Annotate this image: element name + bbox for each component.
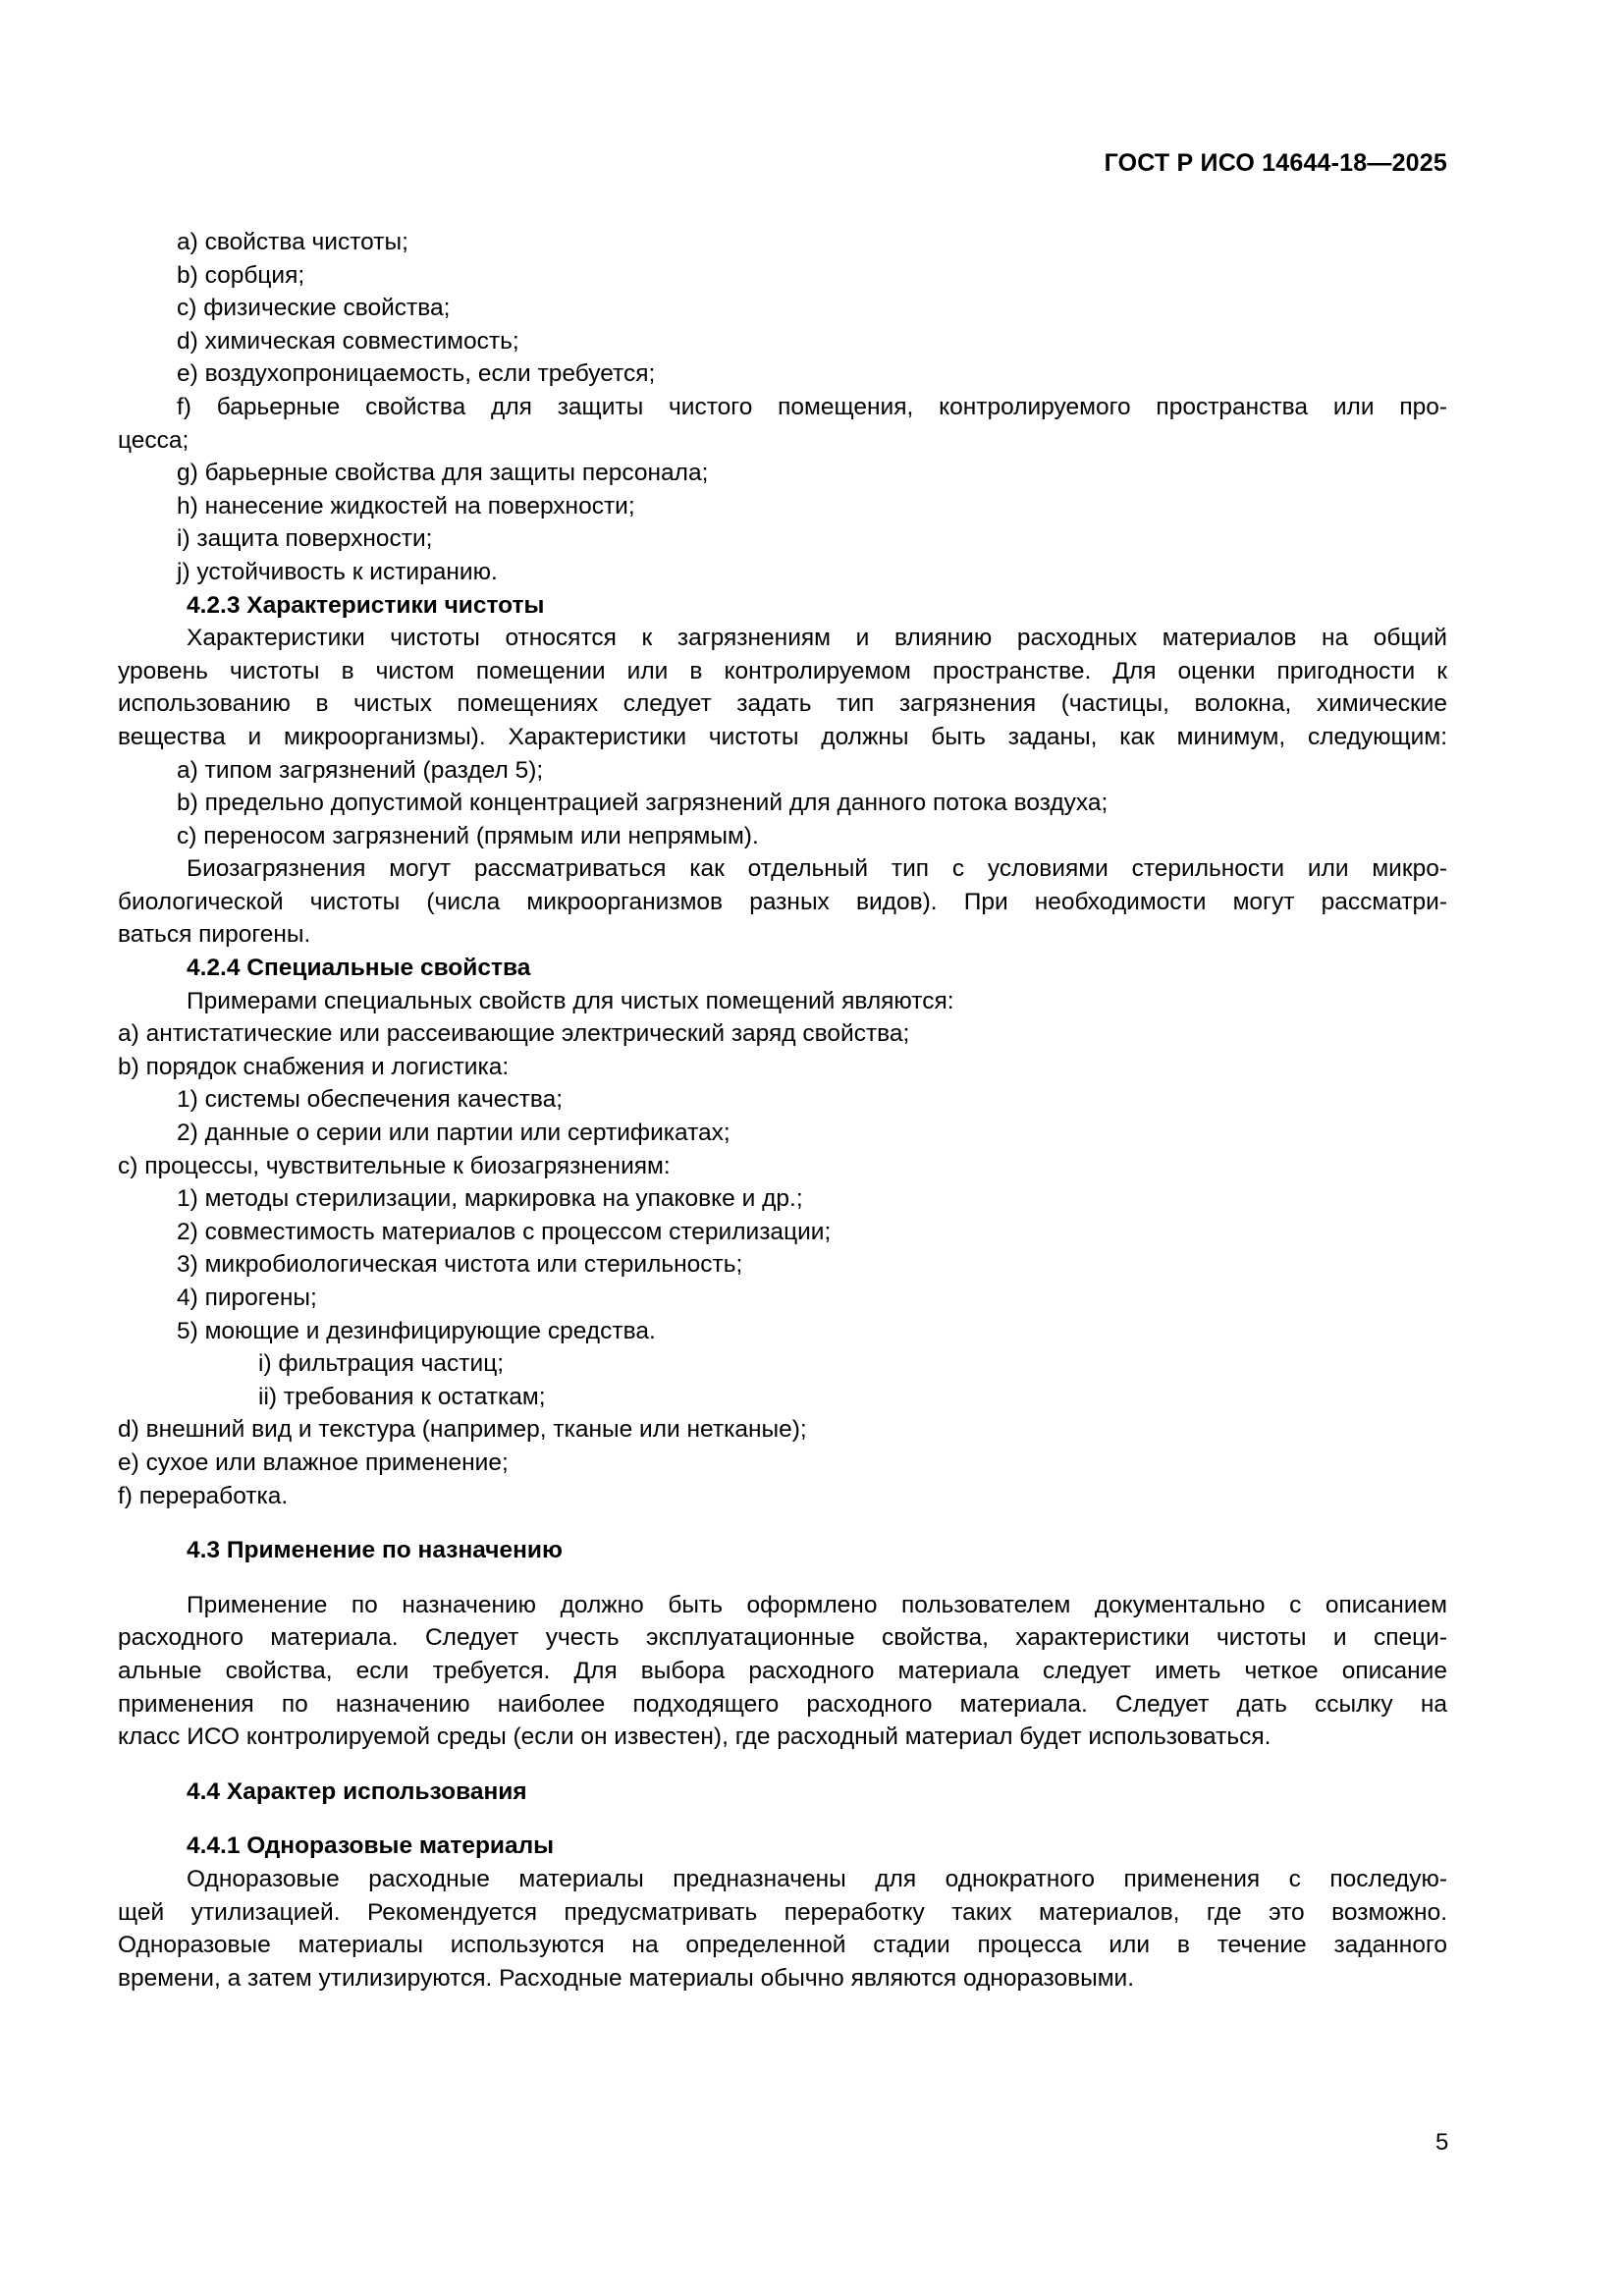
sub-list-item: 5) моющие и дезинфицирующие средства. <box>177 1317 656 1344</box>
section-heading-4-4: 4.4 Характер использования <box>187 1777 527 1805</box>
list-item: f) переработка. <box>118 1482 289 1509</box>
sub-list-item: 2) совместимость материалов с процессом стерилизации; <box>177 1218 832 1245</box>
list-item: g) барьерные свойства для защиты персонала; <box>177 460 709 487</box>
page-number: 5 <box>1435 2129 1449 2156</box>
paragraph-line: уровень чистоты в чистом помещении или в контролируемом пространстве. Для оценки пригодности к <box>118 657 1447 684</box>
list-item: e) сухое или влажное применение; <box>118 1449 509 1476</box>
list-item: b) сорбция; <box>177 261 305 289</box>
section-heading-4-2-3: 4.2.3 Характеристики чистоты <box>187 591 545 619</box>
paragraph-line: класс ИСО контролируемой среды (если он известен), где расходный материал будет использоваться. <box>118 1723 1271 1751</box>
list-item: j) устойчивость к истиранию. <box>177 558 498 585</box>
list-item: b) предельно допустимой концентрацией загрязнений для данного потока воздуха; <box>177 790 1109 817</box>
paragraph-line: времени, а затем утилизируются. Расходные материалы обычно являются одноразовыми. <box>118 1964 1135 1992</box>
list-item: i) защита поверхности; <box>177 525 433 553</box>
section-heading-4-2-4: 4.2.4 Специальные свойства <box>187 955 531 982</box>
paragraph-line: Одноразовые материалы используются на определенной стадии процесса или в течение заданного <box>118 1932 1447 1959</box>
page-content <box>118 226 1447 1995</box>
paragraph-line: щей утилизацией. Рекомендуется предусматривать переработку таких материалов, где это возможно. <box>118 1898 1447 1926</box>
list-item: a) антистатические или рассеивающие электрический заряд свойства; <box>118 1020 910 1048</box>
paragraph-line: Биозагрязнения могут рассматриваться как отдельный тип с условиями стерильности или микро- <box>187 855 1447 883</box>
paragraph-line: биологической чистоты (числа микроорганизмов разных видов). При необходимости могут рассматри- <box>118 888 1447 915</box>
section-heading-4-3: 4.3 Применение по назначению <box>187 1537 563 1564</box>
list-item: d) химическая совместимость; <box>177 327 519 355</box>
sub-sub-list-item: ii) требования к остаткам; <box>258 1383 546 1410</box>
sub-list-item: 3) микробиологическая чистота или стерильность; <box>177 1251 743 1279</box>
paragraph-line: ваться пирогены. <box>118 921 311 949</box>
paragraph-line: применения по назначению наиболее подходящего расходного материала. Следует дать ссылку на <box>118 1690 1447 1718</box>
paragraph-line: Применение по назначению должно быть оформлено пользователем документально с описанием <box>187 1591 1447 1618</box>
list-item: a) типом загрязнений (раздел 5); <box>177 756 544 784</box>
list-item: b) порядок снабжения и логистика: <box>118 1053 510 1080</box>
list-item: c) физические свойства; <box>177 295 451 322</box>
list-item: c) процессы, чувствительные к биозагрязнениям: <box>118 1152 671 1179</box>
list-item: h) нанесение жидкостей на поверхности; <box>177 492 635 519</box>
sub-list-item: 2) данные о серии или партии или сертификатах; <box>177 1120 730 1147</box>
list-item: e) воздухопроницаемость, если требуется; <box>177 360 656 388</box>
paragraph-line: использованию в чистых помещениях следует задать тип загрязнения (частицы, волокна, химические <box>118 690 1447 718</box>
sub-sub-list-item: i) фильтрация частиц; <box>258 1350 505 1378</box>
paragraph-line: расходного материала. Следует учесть эксплуатационные свойства, характеристики чистоты и специ- <box>118 1624 1447 1652</box>
sub-list-item: 1) системы обеспечения качества; <box>177 1086 564 1114</box>
paragraph-line: альные свойства, если требуется. Для выбора расходного материала следует иметь четкое описание <box>118 1657 1447 1684</box>
list-item: c) переносом загрязнений (прямым или непрямым). <box>177 822 759 849</box>
list-item-continuation: цесса; <box>118 426 189 454</box>
list-item: a) свойства чистоты; <box>177 229 408 255</box>
sub-list-item: 4) пирогены; <box>177 1285 317 1311</box>
paragraph-line: Одноразовые расходные материалы предназначены для однократного применения с последую- <box>187 1865 1447 1892</box>
document-id-header: ГОСТ Р ИСО 14644-18—2025 <box>1104 149 1447 177</box>
section-heading-4-4-1: 4.4.1 Одноразовые материалы <box>187 1832 555 1860</box>
paragraph-line: Примерами специальных свойств для чистых помещений являются: <box>187 987 954 1014</box>
list-item: f) барьерные свойства для защиты чистого помещения, контролируемого пространства или про- <box>177 393 1447 420</box>
list-item: d) внешний вид и текстура (например, тканые или нетканые); <box>118 1416 807 1444</box>
paragraph-line: Характеристики чистоты относятся к загрязнениям и влиянию расходных материалов на общий <box>187 625 1447 652</box>
paragraph-line: вещества и микроорганизмы). Характеристики чистоты должны быть заданы, как минимум, следующим: <box>118 723 1447 750</box>
sub-list-item: 1) методы стерилизации, маркировка на упаковке и др.; <box>177 1185 803 1213</box>
